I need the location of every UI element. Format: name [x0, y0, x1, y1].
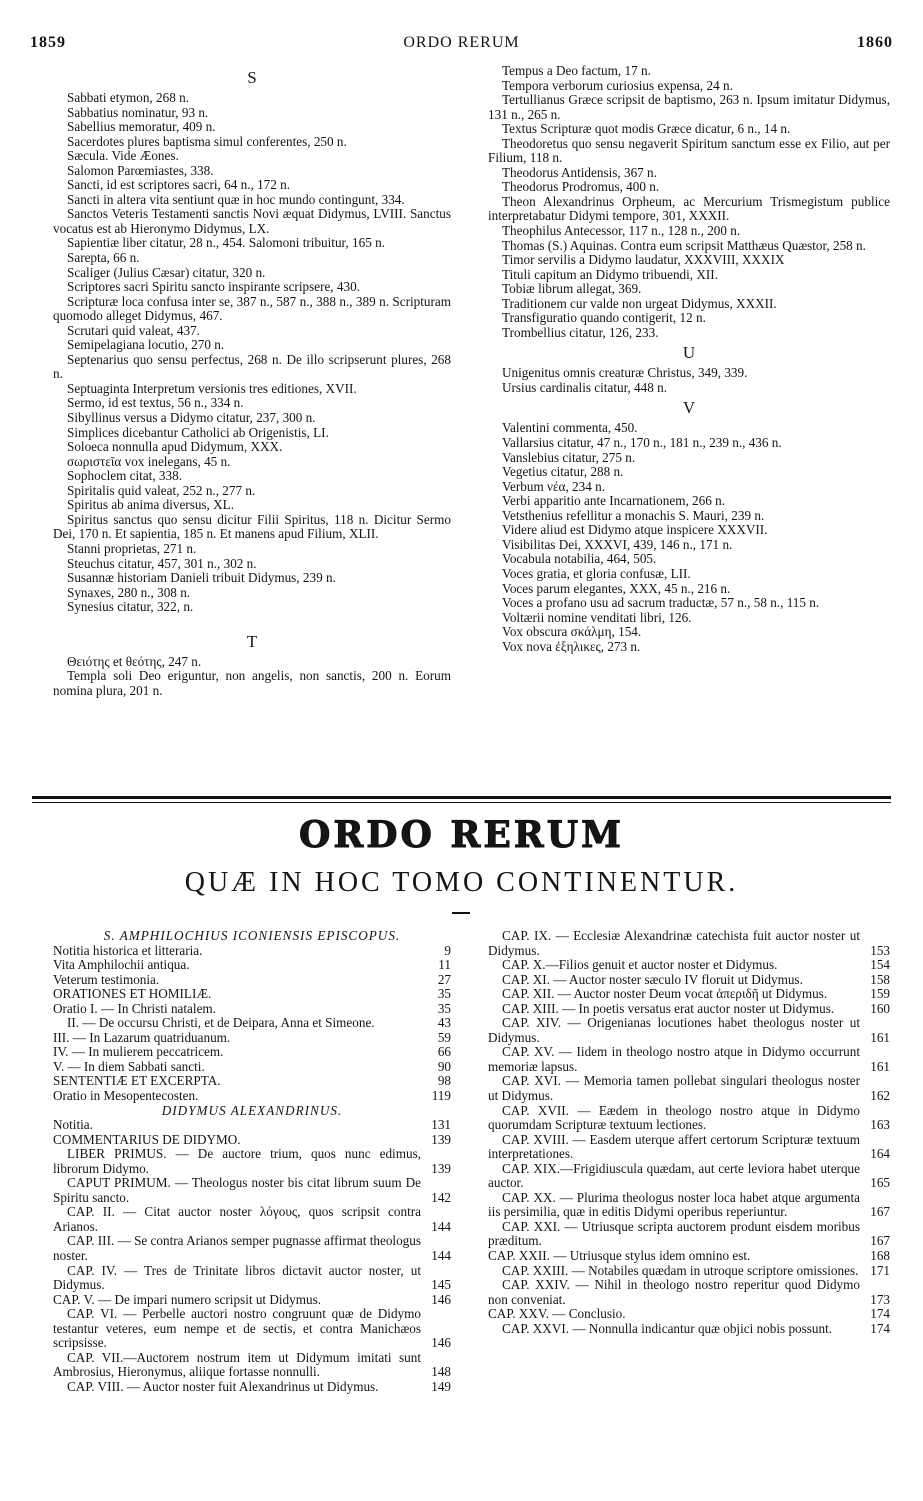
- toc-item: [488, 1220, 890, 1249]
- toc-page-number: 59: [437, 1029, 451, 1045]
- index-entry: Tempus a Deo factum, 17 n.: [502, 63, 651, 78]
- index-entry: Steuchus citatur, 457, 301 n., 302 n.: [67, 555, 257, 571]
- toc-item-title: III. — In Lazarum quatriduanum.: [53, 1029, 231, 1045]
- toc-item: [53, 1133, 451, 1148]
- index-entry: Sarepta, 66 n.: [67, 250, 140, 266]
- toc-page-number: 66: [437, 1044, 451, 1060]
- index-entry: Sapientiæ liber citatur, 28 n., 454. Salomoni tribuitur, 165 n.: [67, 235, 385, 251]
- toc-item-title: ORATIONES ET HOMILIÆ.: [53, 986, 212, 1002]
- toc-item: [53, 1176, 451, 1205]
- index-letter-heading: V: [682, 398, 696, 418]
- index-entry: Septenarius quo sensu perfectus, 268 n. De illo scripserunt plures, 268 n.: [53, 351, 451, 382]
- running-head: [30, 34, 893, 56]
- index-entry: Sancti in altera vita sentiunt quæ in hoc mundo contingunt, 334.: [67, 191, 405, 207]
- toc-section-heading: S. AMPHILOCHIUS ICONIENSIS EPISCOPUS.: [103, 928, 401, 943]
- index-column-left: [53, 65, 451, 698]
- index-entry: Transfiguratio quando contigerit, 12 n.: [502, 310, 706, 326]
- toc-item: [53, 1147, 451, 1176]
- toc-column-right: [488, 929, 890, 1336]
- toc-page-number: 90: [437, 1058, 451, 1074]
- toc-page-number: 142: [431, 1189, 451, 1205]
- index-entry: Theodoretus quo sensu negaverit Spiritum sanctum esse ex Filio, aut per Filium, 118 n.: [488, 135, 890, 166]
- index-entry: Sanctos Veteris Testamenti sanctis Novi æquat Didymus, LVIII. Sanctus vocatus est ab Hieronymo Didymus, LX.: [53, 206, 451, 236]
- toc-item: [53, 958, 451, 973]
- index-entry: σωριστεῖα vox inelegans, 45 n.: [67, 453, 231, 469]
- toc-item-title: Notitia historica et litteraria.: [53, 942, 203, 958]
- toc-item: [53, 1307, 451, 1351]
- toc-item-title: V. — In diem Sabbati sancti.: [53, 1058, 205, 1074]
- index-entry: Templa soli Deo eriguntur, non angelis, non sanctis, 200 n. Eorum nomina plura, 201 n.: [53, 668, 451, 698]
- toc-item: [488, 1162, 890, 1191]
- index-entry: Valentini commenta, 450.: [502, 420, 638, 436]
- toc-item: [488, 1133, 890, 1162]
- index-entry: Timor servilis a Didymo laudatur, XXXVIII, XXXIX: [502, 252, 785, 268]
- index-entry: Verbum νέα, 234 n.: [502, 478, 606, 494]
- toc-page-number: 153: [870, 942, 890, 958]
- toc-item-title: CAP. III. — Se contra Arianos semper pugnasse affirmat theologus noster.: [53, 1233, 421, 1264]
- toc-page-number: 146: [431, 1335, 451, 1351]
- toc-item: [53, 1089, 451, 1104]
- toc-item-title: Oratio in Mesopentecosten.: [53, 1088, 199, 1104]
- index-entry: Septuaginta Interpretum versionis tres editiones, XVII.: [67, 380, 357, 396]
- toc-item-title: CAP. XXI. — Utriusque scripta auctorem produnt eisdem moribus præditum.: [488, 1218, 860, 1249]
- index-entry: Voltærii nomine venditati libri, 126.: [502, 609, 692, 625]
- toc-page-number: 165: [870, 1175, 890, 1191]
- toc-page-number: 174: [870, 1320, 890, 1336]
- toc-item: [488, 929, 890, 958]
- index-entry: Videre aliud est Didymo atque inspicere XXXVII.: [502, 522, 768, 538]
- toc-item-title: SENTENTIÆ ET EXCERPTA.: [53, 1073, 221, 1089]
- index-entry: Vocabula notabilia, 464, 505.: [502, 551, 657, 567]
- index-entry: Visibilitas Dei, XXXVI, 439, 146 n., 171 n.: [502, 536, 733, 552]
- index-letter-heading: U: [682, 343, 696, 363]
- toc-item: [53, 1074, 451, 1089]
- index-entry: Spiritalis quid valeat, 252 n., 277 n.: [67, 482, 256, 498]
- toc-page-number: 162: [870, 1088, 890, 1104]
- toc-item: [488, 1045, 890, 1074]
- index-entry: Unigenitus omnis creaturæ Christus, 349, 339.: [502, 365, 748, 381]
- index-entry: Sabbatius nominatur, 93 n.: [67, 104, 209, 120]
- toc-item-title: Notitia.: [53, 1117, 93, 1133]
- page-number-left: 1859: [30, 34, 66, 51]
- index-entry: Vallarsius citatur, 47 n., 170 n., 181 n., 239 n., 436 n.: [502, 435, 782, 451]
- toc-item-title: CAP. V. — De impari numero scripsit ut Didymus.: [53, 1291, 322, 1307]
- page-number-right: 1860: [857, 34, 893, 51]
- toc-item-title: CAP. VII.—Auctorem nostrum item ut Didymum imitati sunt Ambrosius, Hieronymus, aliique fortasse nonnulli.: [53, 1349, 421, 1380]
- toc-item-title: CAP. XIX.—Frigidiuscula quædam, aut certe leviora habet uterque auctor.: [488, 1160, 860, 1191]
- toc-item: [53, 1264, 451, 1293]
- index-entry: Voces parum elegantes, XXX, 45 n., 216 n.: [502, 580, 731, 596]
- toc-item: [488, 1249, 890, 1264]
- toc-item: [488, 1016, 890, 1045]
- toc-item-title: CAP. IX. — Ecclesiæ Alexandrinæ catechista fuit auctor noster ut Didymus.: [488, 928, 860, 958]
- toc-item-title: CAP. XII. — Auctor noster Deum vocat ἀπεριδῆ ut Didymus.: [502, 986, 828, 1002]
- toc-page-number: 171: [870, 1262, 890, 1278]
- toc-item: [53, 1060, 451, 1075]
- index-entry: Traditionem cur valde non urgeat Didymus, XXXII.: [502, 295, 777, 311]
- index-letter-heading: S: [247, 68, 257, 87]
- section-rule-thin: [32, 802, 891, 803]
- toc-item-title: CAP. VI. — Perbelle auctori nostro congruunt quæ de Didymo testantur veteres, eum nempe et de sectis, et contra Manichæos scripsisse.: [53, 1306, 421, 1351]
- toc-page-number: 167: [870, 1233, 890, 1249]
- toc-page-number: 161: [870, 1029, 890, 1045]
- toc-item: [488, 987, 890, 1002]
- toc-page-number: 148: [431, 1364, 451, 1380]
- toc-item: [53, 1045, 451, 1060]
- running-title: ORDO RERUM: [403, 34, 520, 51]
- index-entry: Vox obscura σκάλμη, 154.: [502, 624, 642, 640]
- toc-page-number: 159: [870, 986, 890, 1002]
- toc-item-title: CAP. II. — Citat auctor noster λόγους, quos scripsit contra Arianos.: [53, 1204, 421, 1234]
- toc-item: [53, 1205, 451, 1234]
- toc-page-number: 43: [437, 1015, 451, 1031]
- index-entry: Theophilus Antecessor, 117 n., 128 n., 200 n.: [502, 223, 741, 239]
- toc-item-title: CAP. XV. — Iidem in theologo nostro atque in Didymo occurrunt memoriæ lapsus.: [488, 1044, 860, 1074]
- index-entry: Tituli capitum an Didymo tribuendi, XII.: [502, 266, 718, 282]
- toc-page-number: 160: [870, 1000, 890, 1016]
- toc-page-number: 98: [437, 1073, 451, 1089]
- toc-item-title: CAP. XVIII. — Easdem uterque affert certorum Scripturæ textuum interpretationes.: [488, 1131, 860, 1162]
- toc-item-title: CAP. XXIII. — Notabiles quædam in utroque scriptore omissiones.: [502, 1262, 859, 1278]
- index-letter-heading: T: [246, 631, 258, 651]
- toc-item: [488, 1002, 890, 1017]
- index-entry: Θειότης et θεότης, 247 n.: [67, 653, 202, 669]
- toc-item-title: CAP. XX. — Plurima theologus noster loca habet atque argumenta iis persimilia, quæ in editis Didymi operibus reperiuntur.: [488, 1189, 860, 1220]
- index-entry: Salomon Parœmiastes, 338.: [67, 162, 214, 178]
- index-entry: Ursius cardinalis citatur, 448 n.: [502, 379, 668, 395]
- index-column-right: [488, 64, 890, 654]
- toc-page-number: 174: [870, 1306, 890, 1322]
- index-entry: Sermo, id est textus, 56 n., 334 n.: [67, 395, 244, 411]
- toc-item: [488, 1264, 890, 1279]
- toc-item: [53, 944, 451, 959]
- toc-page-number: 173: [870, 1291, 890, 1307]
- index-entry: Vetsthenius refellitur a monachis S. Mauri, 239 n.: [502, 507, 765, 523]
- toc-item-title: Veterum testimonia.: [53, 971, 160, 987]
- toc-item: [53, 1234, 451, 1263]
- toc-item-title: CAP. XXIV. — Nihil in theologo nostro reperitur quod Didymo non conveniat.: [488, 1277, 860, 1307]
- toc-subtitle: QUÆ IN HOC TOMO CONTINENTUR.: [184, 867, 739, 898]
- toc-item: [53, 1118, 451, 1133]
- index-entry: Voces gratia, et gloria confusæ, LII.: [502, 565, 691, 581]
- index-entry: Tobiæ librum allegat, 369.: [502, 281, 642, 297]
- toc-item-title: CAP. XXVI. — Nonnulla indicantur quæ objici nobis possunt.: [502, 1320, 833, 1336]
- index-entry: Stanni proprietas, 271 n.: [67, 540, 197, 556]
- toc-item: [53, 1293, 451, 1308]
- toc-item: [488, 958, 890, 973]
- index-entry: Semipelagiana locutio, 270 n.: [67, 337, 225, 353]
- index-entry: Vox nova ἐξηλικες, 273 n.: [502, 638, 641, 654]
- index-entry: Sabbati etymon, 268 n.: [67, 90, 189, 105]
- index-entry: Voces a profano usu ad sacrum traductæ, 57 n., 58 n., 115 n.: [502, 595, 820, 611]
- index-entry: Soloeca nonnulla apud Didymum, XXX.: [67, 439, 283, 455]
- toc-page-number: 167: [870, 1204, 890, 1220]
- toc-page-number: 145: [431, 1277, 451, 1293]
- index-entry: Thomas (S.) Aquinas. Contra eum scripsit Matthæus Quæstor, 258 n.: [502, 237, 866, 253]
- toc-item-title: CAP. XXII. — Utriusque stylus idem omnino est.: [488, 1248, 751, 1264]
- toc-page-number: 35: [437, 1000, 451, 1016]
- toc-item-title: Oratio I. — In Christi natalem.: [53, 1000, 216, 1016]
- index-entry: Spiritus ab anima diversus, XL.: [67, 497, 235, 513]
- toc-page-number: 163: [870, 1117, 890, 1133]
- toc-page-number: 144: [431, 1218, 451, 1234]
- toc-item: [488, 1191, 890, 1220]
- index-entry: Theon Alexandrinus Orpheum, ac Mercurium Trismegistum publice interpretabatur Didymi tempore, 301, XXXII.: [488, 193, 890, 224]
- index-entry: Susannæ historiam Danieli tribuit Didymus, 239 n.: [67, 570, 336, 586]
- index-entry: Tempora verborum curiosius expensa, 24 n.: [502, 77, 733, 93]
- toc-item-title: CAP. VIII. — Auctor noster fuit Alexandrinus ut Didymus.: [67, 1378, 379, 1394]
- toc-item-title: CAP. XVI. — Memoria tamen pollebat singulari theologus noster ut Didymus.: [488, 1073, 860, 1104]
- toc-item: [53, 1016, 451, 1031]
- toc-item-title: COMMENTARIUS DE DIDYMO.: [53, 1131, 241, 1147]
- index-entry: Tertullianus Græce scripsit de baptismo, 263 n. Ipsum imitatur Didymus, 131 n., 265 n.: [488, 92, 890, 122]
- toc-item-title: CAP. XI. — Auctor noster sæculo IV floruit ut Didymus.: [502, 971, 803, 987]
- toc-item: [53, 973, 451, 988]
- toc-item: [53, 1351, 451, 1380]
- toc-item-title: CAP. XVII. — Eædem in theologo nostro atque in Didymo quorumdam Scripturæ textuum lectiones.: [488, 1102, 860, 1133]
- toc-item-title: IV. — In mulierem peccatricem.: [53, 1044, 224, 1060]
- index-entry: Sancti, id est scriptores sacri, 64 n., 172 n.: [67, 177, 291, 193]
- index-entry: Theodorus Prodromus, 400 n.: [502, 179, 660, 195]
- toc-title: ORDO RERUM: [299, 814, 624, 856]
- index-entry: Scaliger (Julius Cæsar) citatur, 320 n.: [67, 264, 266, 280]
- toc-item-title: CAPUT PRIMUM. — Theologus noster bis citat librum suum De Spiritu sancto.: [53, 1175, 421, 1205]
- index-entry: Vegetius citatur, 288 n.: [502, 464, 624, 480]
- index-entry: Sophoclem citat, 338.: [67, 468, 183, 484]
- section-rule: [32, 796, 891, 799]
- index-entry: Vanslebius citatur, 275 n.: [502, 449, 636, 465]
- spacer: [53, 615, 451, 629]
- index-entry: Spiritus sanctus quo sensu dicitur Filii Spiritus, 118 n. Dicitur Sermo Dei, 170 n. Et sapientia, 185 n. Et manens apud Filium, XLII.: [53, 511, 451, 542]
- toc-page-number: 11: [438, 957, 451, 973]
- toc-item: [488, 1074, 890, 1103]
- toc-page-number: 131: [431, 1117, 451, 1133]
- toc-item: [53, 1031, 451, 1046]
- index-entry: Sabellius memoratur, 409 n.: [67, 119, 216, 135]
- toc-page-number: 146: [431, 1291, 451, 1307]
- index-entry: Textus Scripturæ quot modis Græce dicatur, 6 n., 14 n.: [502, 121, 791, 137]
- toc-item-title: II. — De occursu Christi, et de Deipara, Anna et Simeone.: [67, 1015, 375, 1031]
- toc-page-number: 164: [870, 1146, 890, 1162]
- index-entry: Verbi apparitio ante Incarnationem, 266 n.: [502, 493, 726, 509]
- index-entry: Scripturæ loca confusa inter se, 387 n., 587 n., 388 n., 389 n. Scripturam quomodo alleget Didymus, 467.: [53, 293, 451, 324]
- toc-item: [488, 973, 890, 988]
- toc-page-number: 168: [870, 1248, 890, 1264]
- toc-item: [53, 1002, 451, 1017]
- toc-page-number: 144: [431, 1248, 451, 1264]
- toc-item-title: CAP. XIII. — In poetis versatus erat auctor noster ut Didymus.: [502, 1000, 835, 1016]
- toc-page-number: 35: [437, 986, 451, 1002]
- title-dash: [452, 912, 470, 914]
- index-entry: Sacerdotes plures baptisma simul conferentes, 250 n.: [67, 133, 347, 149]
- toc-item-title: Vita Amphilochii antiqua.: [53, 957, 190, 973]
- index-entry: Synesius citatur, 322, n.: [67, 599, 194, 615]
- toc-item: [53, 987, 451, 1002]
- index-entry: Synaxes, 280 n., 308 n.: [67, 584, 191, 600]
- toc-item: [488, 1307, 890, 1322]
- toc-item-title: CAP. XIV. — Origenianas locutiones habet theologus noster ut Didymus.: [488, 1015, 860, 1045]
- index-entry: Sibyllinus versus a Didymo citatur, 237, 300 n.: [67, 410, 316, 426]
- toc-page-number: 149: [431, 1378, 451, 1394]
- toc-page-number: 158: [870, 971, 890, 987]
- index-entry: Scrutari quid valeat, 437.: [67, 322, 200, 338]
- toc-page-number: 139: [431, 1160, 451, 1176]
- toc-item: [53, 1380, 451, 1395]
- toc-page-number: 27: [437, 971, 451, 987]
- index-entry: Scriptores sacri Spiritu sancto inspirante scripsere, 430.: [67, 279, 360, 295]
- toc-item-title: LIBER PRIMUS. — De auctore trium, quos nunc edimus, librorum Didymo.: [53, 1146, 421, 1176]
- index-entry: Sæcula. Vide Æones.: [67, 148, 179, 164]
- toc-column-left: [53, 929, 451, 1395]
- toc-page-number: 161: [870, 1058, 890, 1074]
- toc-item: [488, 1322, 890, 1337]
- index-entry: Theodorus Antidensis, 367 n.: [502, 164, 657, 180]
- toc-page-number: 154: [870, 957, 890, 973]
- toc-section-heading: DIDYMUS ALEXANDRINUS.: [161, 1102, 343, 1118]
- toc-item: [488, 1104, 890, 1133]
- index-entry: Trombellius citatur, 126, 233.: [502, 324, 659, 340]
- toc-item-title: CAP. IV. — Tres de Trinitate libros dictavit auctor noster, ut Didymus.: [53, 1262, 421, 1293]
- toc-item-title: CAP. XXV. — Conclusio.: [488, 1306, 626, 1322]
- toc-item: [488, 1278, 890, 1307]
- toc-page-number: 119: [431, 1088, 451, 1104]
- index-entry: Simplices dicebantur Catholici ab Origenistis, LI.: [67, 424, 329, 440]
- toc-item-title: CAP. X.—Filios genuit et auctor noster et Didymus.: [502, 957, 778, 973]
- toc-page-number: 139: [431, 1131, 451, 1147]
- toc-page-number: 9: [444, 942, 451, 958]
